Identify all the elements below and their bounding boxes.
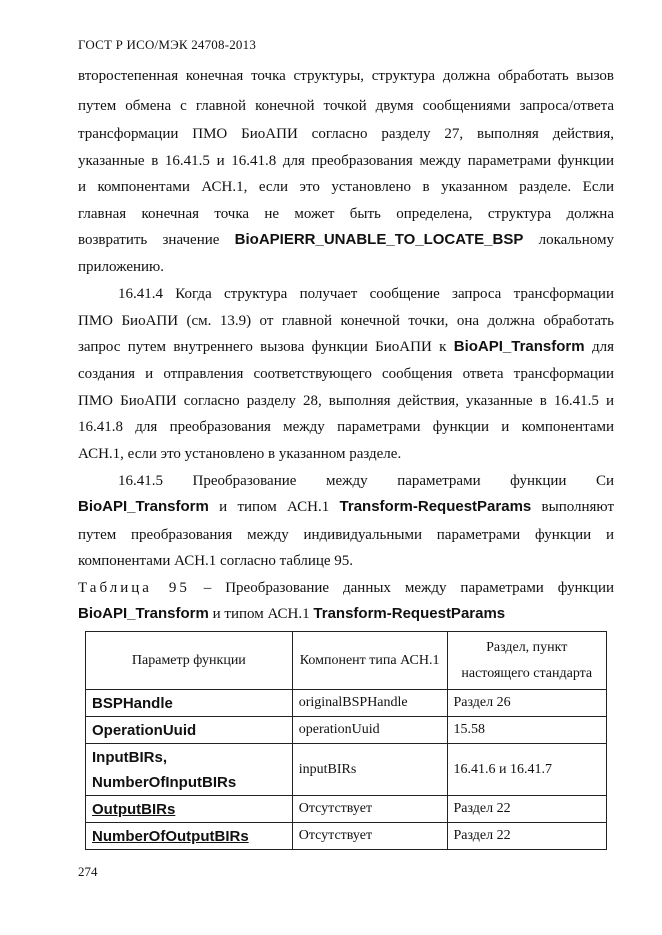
component-cell: Отсутствует	[292, 823, 447, 850]
text-line: 16.41.8 для преобразования между параметрами функции и компонентами	[78, 419, 614, 435]
text-line	[78, 337, 614, 357]
param-line: InputBIRs,	[92, 748, 167, 766]
component-cell: operationUuid	[292, 717, 447, 744]
table-row	[86, 796, 607, 823]
text-line: создания и отправления соответствующего сообщения ответа трансформации	[78, 366, 614, 382]
param-cell	[86, 796, 293, 823]
text-run: – Преобразование данных между параметрами функции	[189, 580, 615, 596]
text-line: и компонентами АСН.1, если это установлено в указанном разделе. Если	[78, 179, 614, 195]
text-line	[78, 230, 614, 250]
table-label: Таблица 95	[78, 580, 190, 596]
function-name: BioAPI_Transform	[453, 338, 585, 355]
text-line: трансформации ПМО БиоАПИ согласно разделу 27, выполняя действия,	[78, 126, 614, 142]
text-run: и типом АСН.1	[208, 606, 314, 622]
section-cell: Раздел 22	[447, 823, 607, 850]
param-line: NumberOfInputBIRs	[92, 773, 237, 791]
error-code: BioAPIERR_UNABLE_TO_LOCATE_BSP	[234, 231, 524, 248]
table-row	[86, 823, 607, 850]
text-run: возвратить значение	[78, 232, 235, 248]
table-row	[86, 744, 607, 796]
param-cell: OperationUuid	[86, 717, 293, 744]
text-line: второстепенная конечная точка структуры, структура должна обработать вызов	[78, 68, 614, 84]
asn1-type-name: Transform-RequestParams	[313, 605, 506, 622]
text-line: путем обмена с главной конечной точкой двумя сообщениями запроса/ответа	[78, 98, 614, 114]
function-name: BioAPI_Transform	[78, 498, 209, 515]
component-cell: originalBSPHandle	[292, 690, 447, 717]
param-cell: BSPHandle	[86, 690, 293, 717]
text-run: выполняют	[531, 499, 614, 515]
text-line: главная конечная точка не может быть определена, структура должна	[78, 206, 614, 222]
param-name: OutputBIRs	[92, 800, 176, 818]
asn1-type-name: Transform-RequestParams	[339, 498, 532, 515]
component-cell: Отсутствует	[292, 796, 447, 823]
caption-line	[78, 604, 614, 624]
text-line: 16.41.4 Когда структура получает сообщение запроса трансформации	[118, 286, 614, 302]
param-name: NumberOfOutputBIRs	[92, 827, 249, 845]
param-cell	[86, 744, 293, 796]
text-line: 16.41.5 Преобразование между параметрами функции Си	[118, 473, 614, 489]
text-run: для	[584, 339, 614, 355]
header-cell: Раздел, пункт настоящего стандарта	[447, 632, 607, 690]
text-run: и типом АСН.1	[208, 499, 340, 515]
section-cell: Раздел 26	[447, 690, 607, 717]
text-line: компонентами АСН.1 согласно таблице 95.	[78, 553, 354, 569]
text-line: ПМО БиоАПИ (см. 13.9) от главной конечной точки, она должна обработать	[78, 313, 614, 329]
page-number: 274	[78, 864, 98, 879]
table-row	[86, 690, 607, 717]
function-name: BioAPI_Transform	[78, 605, 209, 622]
text-run: запрос путем внутреннего вызова функции БиоАПИ к	[78, 339, 454, 355]
section-cell: Раздел 22	[447, 796, 607, 823]
caption-line	[78, 578, 614, 598]
table-row	[86, 717, 607, 744]
mapping-table	[85, 631, 607, 850]
text-line: указанные в 16.41.5 и 16.41.8 для преобразования между параметрами функции	[78, 153, 614, 169]
text-line	[78, 497, 614, 517]
page-header: ГОСТ Р ИСО/МЭК 24708-2013	[78, 37, 257, 52]
header-cell: Компонент типа АСН.1	[292, 632, 447, 690]
section-cell: 15.58	[447, 717, 607, 744]
text-line: АСН.1, если это установлено в указанном разделе.	[78, 446, 402, 462]
table-header-row	[86, 632, 607, 690]
text-line: приложению.	[78, 259, 165, 275]
section-cell: 16.41.6 и 16.41.7	[447, 744, 607, 796]
param-cell	[86, 823, 293, 850]
component-cell: inputBIRs	[292, 744, 447, 796]
header-cell: Параметр функции	[86, 632, 293, 690]
text-run: локальному	[523, 232, 614, 248]
text-line: ПМО БиоАПИ согласно разделу 28, выполняя действия, указанные в 16.41.5 и	[78, 393, 614, 409]
text-line: путем преобразования между индивидуальными параметрами функции и	[78, 527, 614, 543]
